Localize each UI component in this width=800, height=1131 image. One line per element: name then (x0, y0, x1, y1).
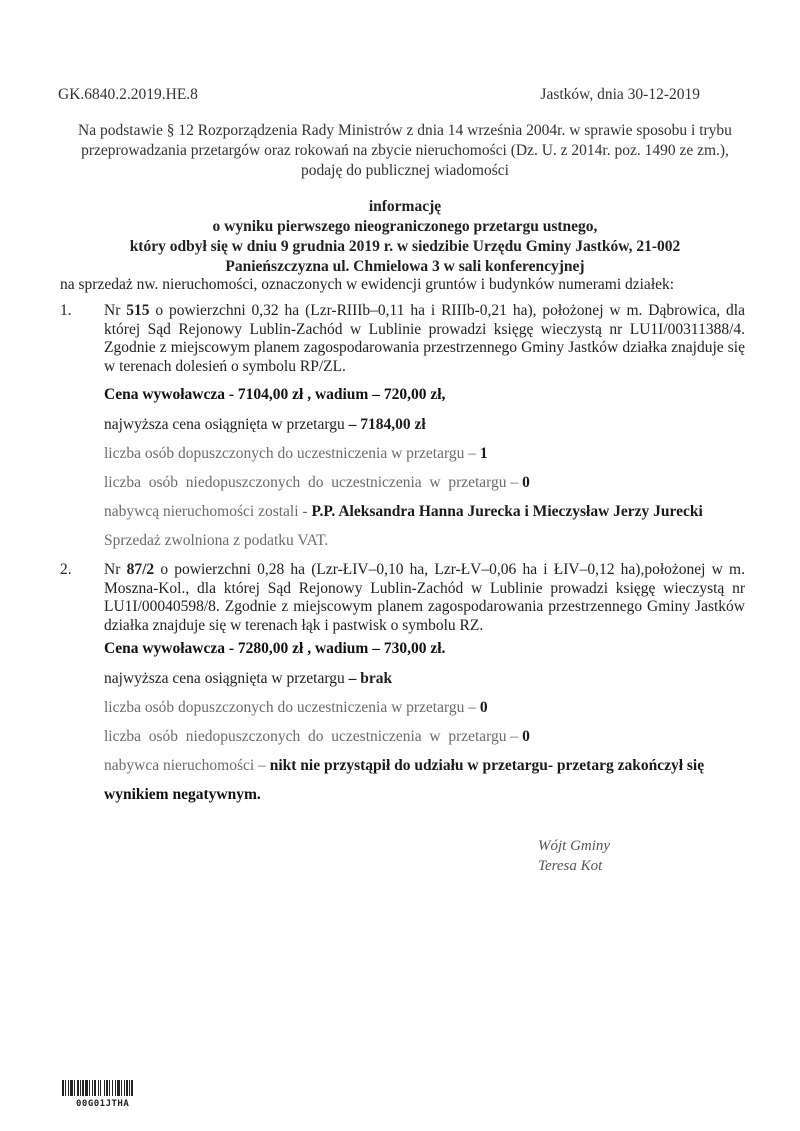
price-line: Cena wywoławcza - 7104,00 zł , wadium – 720,00 zł, (104, 386, 446, 403)
admitted-label: liczba osób dopuszczonych do uczestniczenia w przetargu – (104, 699, 480, 716)
vat-note: Sprzedaż zwolniona z podatku VAT. (104, 532, 329, 549)
desc-rest: o powierzchni 0,32 ha (Lzr-RIIIb–0,11 ha i RIIIb-0,21 ha), położonej w m. Dąbrowica, dla której Sąd Rejonowy Lublin-Zachód w Lublinie prowadzi księgę wieczystą nr LU1I/00311388/4. Zgodnie z miejscowym planem zagospodarowania przestrzennego Gminy Jastków działka znajduje się w terenach dolesień o symbolu RP/ZL. (104, 302, 745, 375)
desc-prefix: Nr (104, 302, 127, 319)
admitted-count-line (104, 699, 488, 717)
buyer-label: nabywca nieruchomości – (104, 757, 270, 774)
signature-name: Teresa Kot (538, 858, 603, 874)
price-line: Cena wywoławcza - 7280,00 zł , wadium – 730,00 zł. (104, 640, 446, 657)
highest-price-value: – brak (348, 670, 393, 687)
highest-price-label: najwyższa cena osiągnięta w przetargu (104, 416, 349, 433)
item-number: 1. (60, 302, 72, 319)
plot-number: 87/2 (126, 561, 155, 578)
buyer-label: nabywcą nieruchomości zostali - (104, 503, 312, 520)
document-reference-number: GK.6840.2.2019.HE.8 (58, 86, 198, 103)
signature-block (538, 836, 610, 876)
legal-basis-paragraph: Na podstawie § 12 Rozporządzenia Rady Ministrów z dnia 14 września 2004r. w sprawie sposobu i trybu przeprowadzania przetargów oraz rokowań na zbycie nieruchomości (Dz. U. z 2014r. poz. 1490 ze zm.), podaję do publicznej wiadomości (78, 122, 732, 179)
buyer-line (104, 503, 703, 521)
highest-price-value: – 7184,00 zł (348, 416, 426, 433)
not-admitted-count-line (104, 728, 530, 746)
not-admitted-value: 0 (522, 728, 530, 745)
admitted-count-line (104, 445, 488, 463)
not-admitted-label: liczba osób niedopuszczonych do uczestniczenia w przetargu – (104, 728, 523, 745)
highest-price-label: najwyższa cena osiągnięta w przetargu (104, 670, 349, 687)
signature-role: Wójt Gminy (538, 838, 611, 854)
barcode-image (62, 1080, 170, 1096)
document-title (60, 197, 750, 277)
highest-price-line (104, 416, 426, 434)
item-description (104, 561, 745, 635)
document-place-date: Jastków, dnia 30-12-2019 (540, 86, 700, 103)
barcode-bar (133, 1080, 134, 1096)
admitted-label: liczba osób dopuszczonych do uczestniczenia w przetargu – (104, 445, 480, 462)
not-admitted-count-line (104, 474, 530, 492)
admitted-value: 1 (479, 445, 488, 462)
buyer-value: P.P. Aleksandra Hanna Jurecka i Mieczysław Jerzy Jurecki (311, 503, 703, 520)
title-line-3: który odbył się w dniu 9 grudnia 2019 r. w siedzibie Urzędu Gminy Jastków, 21-002 (129, 238, 681, 255)
not-admitted-label: liczba osób niedopuszczonych do uczestniczenia w przetargu – (104, 474, 523, 491)
desc-rest: o powierzchni 0,28 ha (Lzr-ŁIV–0,10 ha, Lzr-ŁV–0,06 ha i ŁIV–0,12 ha),położonej w m. Moszna-Kol., dla której Sąd Rejonowy Lublin-Zachód w Lublinie prowadzi księgę wieczystą nr LU1I/00040598/8. Zgodnie z miejscowym planem zagospodarowania przestrzennego Gminy Jastków działka znajduje się w terenach łąk i pastwisk o symbolu RZ. (104, 561, 745, 634)
title-line-4: Panieńszczyzna ul. Chmielowa 3 w sali konferencyjnej (225, 258, 585, 275)
title-line-2: o wyniku pierwszego nieograniczonego przetargu ustnego, (212, 218, 598, 235)
item-number: 2. (60, 561, 72, 578)
lead-sentence: na sprzedaż nw. nieruchomości, oznaczonych w ewidencji gruntów i budynków numerami działek: (60, 276, 675, 293)
desc-prefix: Nr (104, 561, 127, 578)
highest-price-line (104, 670, 392, 688)
title-line-1: informację (368, 198, 442, 215)
buyer-value: nikt nie przystąpił do udziału w przetargu- przetarg zakończył się (269, 757, 705, 774)
buyer-value-continuation: wynikiem negatywnym. (104, 786, 261, 803)
admitted-value: 0 (479, 699, 488, 716)
barcode-text: 00G01JTHA (76, 1099, 130, 1109)
plot-number: 515 (126, 302, 150, 319)
not-admitted-value: 0 (522, 474, 530, 491)
item-description (104, 302, 745, 376)
buyer-line (104, 757, 704, 775)
